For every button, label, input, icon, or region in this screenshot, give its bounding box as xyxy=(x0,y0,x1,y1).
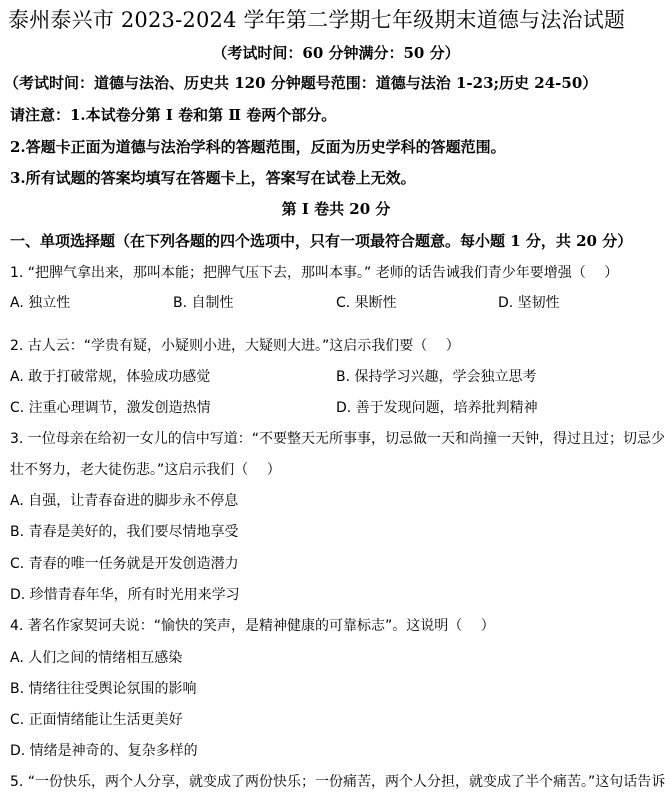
question-2-stem: 2. 古人云：“学贵有疑，小疑则小进，大疑则大进。”这启示我们要（ ） xyxy=(10,338,460,354)
question-2-option-c[interactable]: C. 注重心理调节，激发创造热情 xyxy=(10,400,211,416)
question-2-option-b[interactable]: B. 保持学习兴趣，学会独立思考 xyxy=(336,369,537,385)
question-1-stem: 1. “把脾气拿出来，那叫本能；把脾气压下去，那叫本事。” 老师的话告诫我们青少年要增强（ ） xyxy=(10,265,619,281)
question-2-option-a[interactable]: A. 敢于打破常规，体验成功感觉 xyxy=(10,369,211,385)
note-2: 2.答题卡正面为道德与法治学科的答题范围，反面为历史学科的答题范围。 xyxy=(10,138,506,156)
exam-title: 泰州泰兴市 2023-2024 学年第二学期七年级期末道德与法治试题 xyxy=(8,8,626,32)
question-3-option-a[interactable]: A. 自强，让青春奋进的脚步永不停息 xyxy=(10,493,239,509)
question-3-option-b[interactable]: B. 青春是美好的，我们要尽情地享受 xyxy=(10,524,239,540)
question-1-option-d[interactable]: D. 坚韧性 xyxy=(498,295,560,311)
section-heading: 一、单项选择题（在下列各题的四个选项中，只有一项最符合题意。每小题 1 分，共 20 分） xyxy=(10,232,633,250)
exam-time-info: （考试时间：60 分钟满分：50 分） xyxy=(212,44,460,62)
question-2-option-d[interactable]: D. 善于发现问题，培养批判精神 xyxy=(336,400,538,416)
part-title: 第 I 卷共 20 分 xyxy=(281,200,391,218)
question-4-stem: 4. 著名作家契诃夫说：“愉快的笑声，是精神健康的可靠标志”。这说明（ ） xyxy=(10,618,495,634)
question-1-option-c[interactable]: C. 果断性 xyxy=(336,295,397,311)
question-4-option-d[interactable]: D. 情绪是神奇的、复杂多样的 xyxy=(10,743,198,759)
note-1: 请注意：1.本试卷分第 I 卷和第 Ⅱ 卷两个部分。 xyxy=(10,106,337,124)
question-4-option-b[interactable]: B. 情绪往往受舆论氛围的影响 xyxy=(10,681,197,697)
question-4-option-a[interactable]: A. 人们之间的情绪相互感染 xyxy=(10,650,183,666)
question-1-option-b[interactable]: B. 自制性 xyxy=(173,295,234,311)
question-1-option-a[interactable]: A. 独立性 xyxy=(10,295,71,311)
question-5-stem: 5. “一份快乐，两个人分享，就变成了两份快乐；一份痛苦，两个人分担，就变成了半个痛苦。”这句话告诉 xyxy=(10,774,666,790)
exam-time-info-detail: （考试时间：道德与法治、历史共 120 分钟题号范围：道德与法治 1-23;历史 24-50） xyxy=(4,74,598,92)
question-3-stem-continued: 壮不努力，老大徒伤悲。”这启示我们（ ） xyxy=(10,462,281,478)
question-3-stem: 3. 一位母亲在给初一女儿的信中写道：“不要整天无所事事，切忌做一天和尚撞一天钟，得过且过；切忌少 xyxy=(10,431,666,447)
question-3-option-d[interactable]: D. 珍惜青春年华，所有时光用来学习 xyxy=(10,587,240,603)
note-3: 3.所有试题的答案均填写在答题卡上，答案写在试卷上无效。 xyxy=(10,169,416,187)
question-4-option-c[interactable]: C. 正面情绪能让生活更美好 xyxy=(10,712,183,728)
question-3-option-c[interactable]: C. 青春的唯一任务就是开发创造潜力 xyxy=(10,556,239,572)
